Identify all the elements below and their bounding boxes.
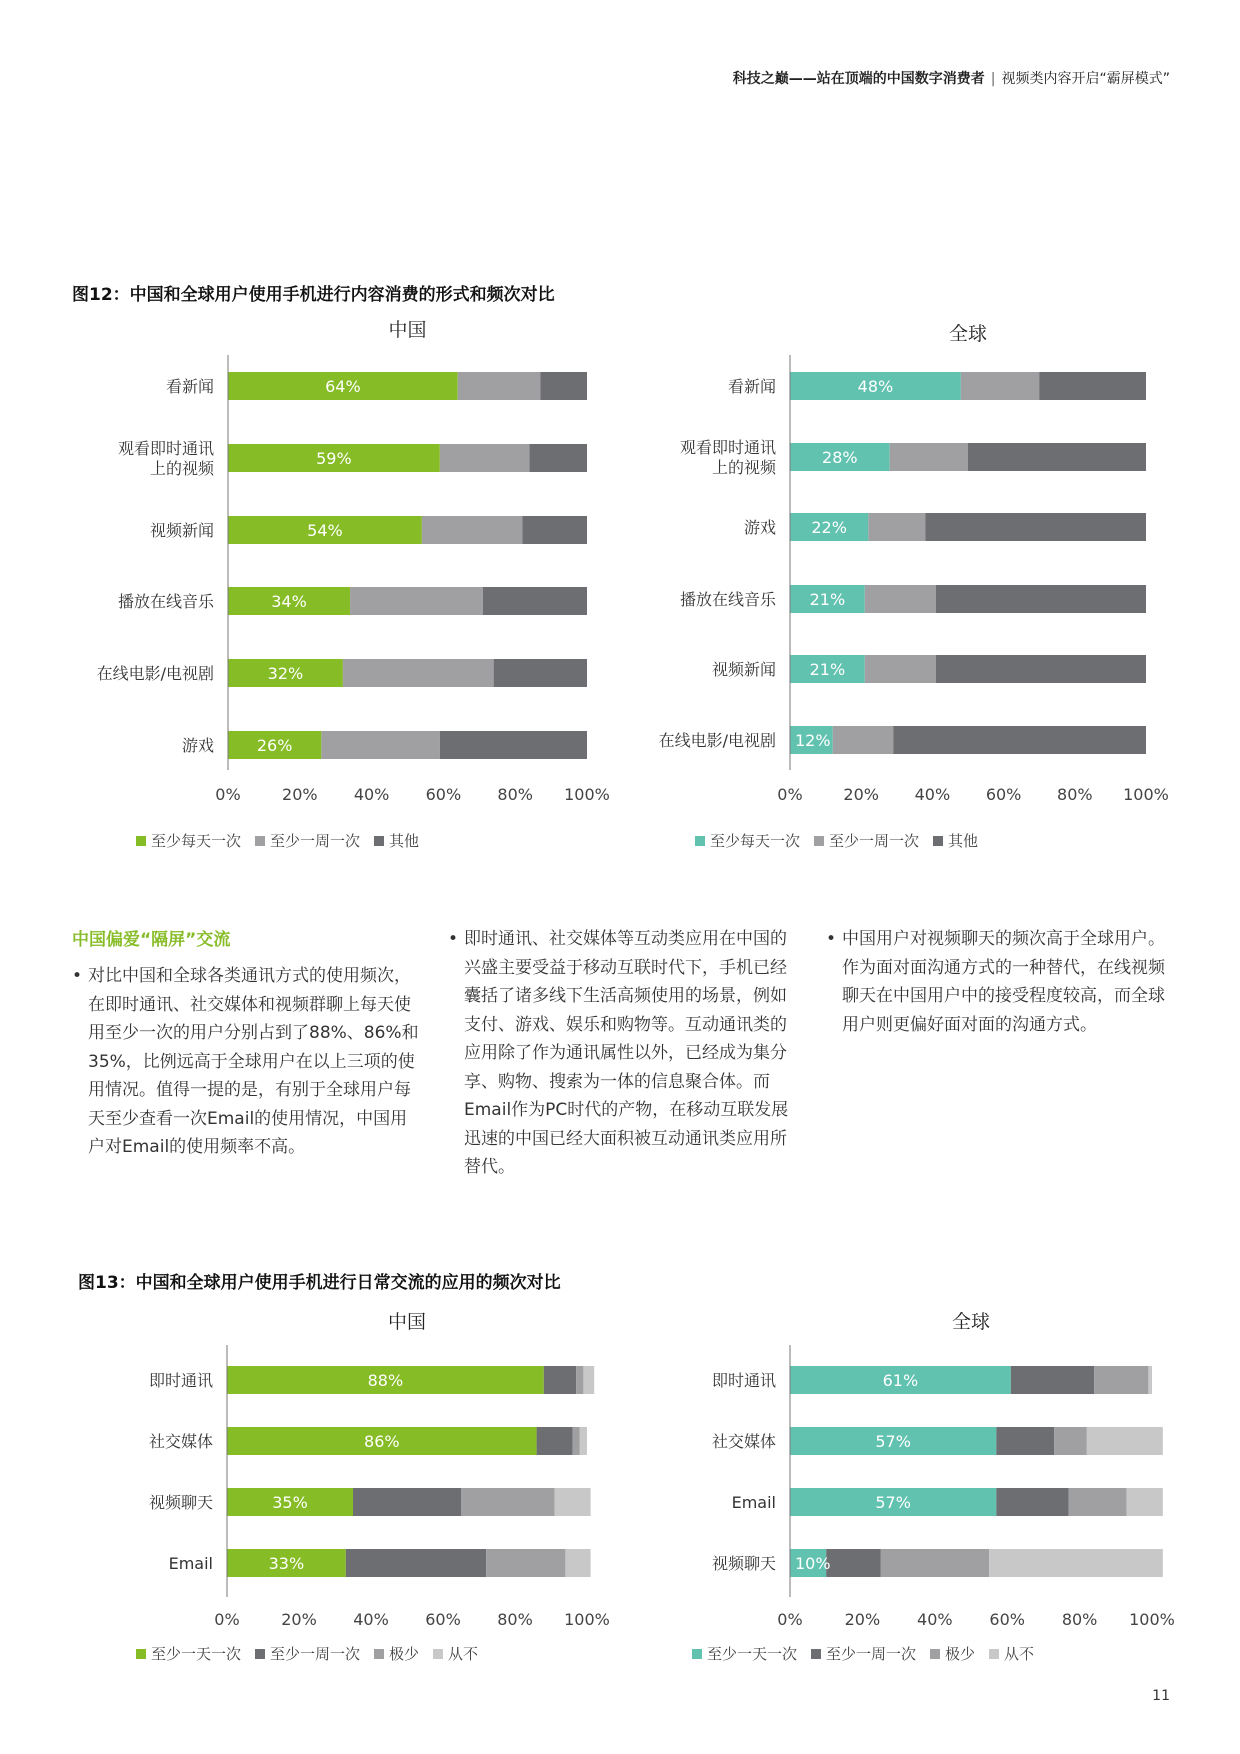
bar-segment <box>936 655 1146 683</box>
page-number: 11 <box>1152 1688 1170 1704</box>
tick-label: 20% <box>844 1610 881 1629</box>
bar-segment <box>353 1488 461 1516</box>
legend-swatch-icon <box>255 836 265 846</box>
category-label: 社交媒体 <box>148 1432 213 1451</box>
category-label: 视频聊天 <box>148 1493 213 1512</box>
category-label: 看新闻 <box>727 377 776 396</box>
bar-segment <box>893 726 1146 754</box>
bar-segment <box>422 516 523 544</box>
tick-label: 60% <box>985 785 1022 804</box>
category-label: 观看即时通讯 <box>679 438 776 457</box>
data-label: 22% <box>811 518 847 537</box>
bar-segment <box>1148 1366 1152 1394</box>
bar-segment <box>576 1366 583 1394</box>
fig13-global-legend <box>692 1643 1034 1664</box>
category-label: 游戏 <box>743 518 776 537</box>
category-label: 视频聊天 <box>711 1554 776 1573</box>
data-label: 35% <box>272 1493 308 1512</box>
bar-segment <box>1094 1366 1148 1394</box>
legend-swatch-icon <box>933 836 943 846</box>
bar-segment <box>458 372 541 400</box>
bar-segment <box>494 659 587 687</box>
bar-segment <box>483 587 587 615</box>
bar-segment <box>440 731 587 759</box>
legend-item <box>433 1643 478 1664</box>
tick-label: 80% <box>1061 1610 1098 1629</box>
chart-title: 中国 <box>387 1311 427 1333</box>
legend-item <box>136 1643 241 1664</box>
bar-segment <box>1039 372 1146 400</box>
tick-label: 0% <box>215 785 241 804</box>
category-label: 即时通讯 <box>711 1371 776 1390</box>
bar-segment <box>1011 1366 1094 1394</box>
bar-segment <box>555 1488 591 1516</box>
legend-swatch-icon <box>374 836 384 846</box>
category-label: 播放在线音乐 <box>679 590 776 609</box>
bullet-paragraph: • 对比中国和全球各类通讯方式的使用频次，在即时通讯、社交媒体和视频群聊上每天使用至少一次的用户分别占到了88%、86%和35%，比例远高于全球用户在以上三项的使用情况。值得一提的是，有别于全球用户每天至少查看一次Email的使用情况，中国用户对Email的使用频率不高。 <box>72 962 422 1162</box>
legend-item <box>695 830 800 851</box>
legend-swatch-icon <box>811 1649 821 1659</box>
bar-segment <box>881 1549 990 1577</box>
bar-segment <box>537 1427 573 1455</box>
legend-item <box>255 1643 360 1664</box>
bar-segment <box>440 444 530 472</box>
legend-label: 极少 <box>945 1645 976 1663</box>
legend-swatch-icon <box>814 836 824 846</box>
text-column-2 <box>448 925 798 1182</box>
legend-label: 至少一周一次 <box>829 832 920 850</box>
fig13-china-legend <box>136 1643 478 1664</box>
bar-segment <box>833 726 894 754</box>
tick-label: 100% <box>1129 1610 1175 1629</box>
tick-label: 60% <box>425 1610 461 1629</box>
bar-segment <box>544 1366 576 1394</box>
category-label: 在线电影/电视剧 <box>658 731 776 750</box>
data-label: 54% <box>307 521 343 540</box>
category-label: 社交媒体 <box>711 1432 776 1451</box>
category-label: Email <box>168 1554 213 1573</box>
data-label: 48% <box>857 377 894 396</box>
legend-label: 其他 <box>389 832 420 850</box>
legend-swatch-icon <box>692 1649 702 1659</box>
tick-label: 60% <box>425 785 462 804</box>
bar-segment <box>996 1427 1054 1455</box>
bar-segment <box>989 1549 1163 1577</box>
figure-12-title: 图12：中国和全球用户使用手机进行内容消费的形式和频次对比 <box>72 285 555 305</box>
legend-item <box>930 1643 975 1664</box>
category-label: Email <box>731 1493 776 1512</box>
bar-segment <box>540 372 587 400</box>
bar-segment <box>522 516 587 544</box>
legend-item <box>136 830 241 851</box>
tick-label: 20% <box>843 785 879 804</box>
tick-label: 60% <box>989 1610 1025 1629</box>
bar-segment <box>573 1427 580 1455</box>
legend-item <box>989 1643 1034 1664</box>
legend-swatch-icon <box>136 1649 146 1659</box>
tick-label: 80% <box>1057 785 1093 804</box>
legend-swatch-icon <box>930 1649 940 1659</box>
bar-segment <box>486 1549 565 1577</box>
legend-item <box>814 830 919 851</box>
category-label: 播放在线音乐 <box>117 592 214 611</box>
legend-item <box>811 1643 916 1664</box>
category-label: 游戏 <box>181 736 214 755</box>
data-label: 28% <box>822 448 858 467</box>
data-label: 88% <box>367 1371 404 1390</box>
header-separator: | <box>990 71 996 87</box>
bar-segment <box>865 655 936 683</box>
legend-item <box>933 830 978 851</box>
bar-segment <box>925 513 1146 541</box>
category-label: 视频新闻 <box>711 660 776 679</box>
legend-label: 至少一周一次 <box>826 1645 917 1663</box>
legend-item <box>255 830 360 851</box>
text-column-3 <box>826 925 1176 1039</box>
data-label: 57% <box>875 1432 911 1451</box>
tick-label: 40% <box>914 785 951 804</box>
data-label: 32% <box>267 664 304 683</box>
bar-segment <box>968 443 1146 471</box>
category-label: 看新闻 <box>165 377 214 396</box>
tick-label: 40% <box>353 785 390 804</box>
category-label: 在线电影/电视剧 <box>96 664 214 683</box>
figure-13-title: 图13：中国和全球用户使用手机进行日常交流的应用的频次对比 <box>78 1273 561 1293</box>
legend-item <box>692 1643 797 1664</box>
data-label: 64% <box>325 377 361 396</box>
legend-label: 至少每天一次 <box>710 832 801 850</box>
bar-segment <box>343 659 494 687</box>
bar-segment <box>936 585 1146 613</box>
section-heading: 中国偏爱“隔屏”交流 <box>72 930 231 950</box>
bar-segment <box>350 587 483 615</box>
tick-label: 100% <box>564 785 610 804</box>
bar-segment <box>996 1488 1068 1516</box>
bar-segment <box>826 1549 880 1577</box>
bar-segment <box>1087 1427 1163 1455</box>
legend-swatch-icon <box>255 1649 265 1659</box>
data-label: 57% <box>875 1493 911 1512</box>
data-label: 10% <box>795 1554 831 1573</box>
header-section-title: 视频类内容开启“霸屏模式” <box>1001 71 1170 87</box>
bar-segment <box>583 1366 594 1394</box>
legend-swatch-icon <box>374 1649 384 1659</box>
tick-label: 0% <box>777 785 803 804</box>
bar-segment <box>868 513 925 541</box>
bar-segment <box>321 731 439 759</box>
legend-label: 至少每天一次 <box>151 832 242 850</box>
text-column-1 <box>72 962 422 1162</box>
bar-segment <box>1069 1488 1127 1516</box>
legend-swatch-icon <box>695 836 705 846</box>
data-label: 33% <box>268 1554 305 1573</box>
legend-item <box>374 1643 419 1664</box>
bullet-paragraph: • 中国用户对视频聊天的频次高于全球用户。作为面对面沟通方式的一种替代，在线视频聊天在中国用户中的接受程度较高，而全球用户则更偏好面对面的沟通方式。 <box>826 925 1176 1039</box>
category-label: 上的视频 <box>149 459 214 478</box>
data-label: 21% <box>809 660 846 679</box>
fig12-global-legend <box>695 830 978 851</box>
bar-segment <box>890 443 968 471</box>
legend-item <box>374 830 419 851</box>
category-label: 视频新闻 <box>149 521 214 540</box>
tick-label: 100% <box>1123 785 1169 804</box>
legend-swatch-icon <box>136 836 146 846</box>
bar-segment <box>580 1427 587 1455</box>
legend-label: 其他 <box>948 832 979 850</box>
bar-segment <box>530 444 587 472</box>
tick-label: 40% <box>917 1610 953 1629</box>
bar-segment <box>1054 1427 1087 1455</box>
bullet-paragraph: • 即时通讯、社交媒体等互动类应用在中国的兴盛主要受益于移动互联时代下，手机已经囊括了诸多线下生活高频使用的场景，例如支付、游戏、娱乐和购物等。互动通讯类的应用除了作为通讯属性以外，已经成为集分享、购物、搜索为一体的信息聚合体。而Email作为PC时代的产物，在移动互联发展迅速的中国已经大面积被互动通讯类应用所替代。 <box>448 925 798 1182</box>
tick-label: 80% <box>497 1610 533 1629</box>
tick-label: 40% <box>353 1610 389 1629</box>
bar-segment <box>461 1488 555 1516</box>
chart-title: 中国 <box>388 319 427 341</box>
legend-label: 从不 <box>448 1645 479 1663</box>
tick-label: 80% <box>497 785 533 804</box>
legend-label: 至少一周一次 <box>270 1645 361 1663</box>
legend-label: 至少一天一次 <box>151 1645 242 1663</box>
chart-title: 全球 <box>951 1311 991 1333</box>
legend-swatch-icon <box>989 1649 999 1659</box>
category-label: 上的视频 <box>711 458 776 477</box>
data-label: 26% <box>256 736 293 755</box>
data-label: 86% <box>364 1432 400 1451</box>
legend-label: 从不 <box>1004 1645 1035 1663</box>
tick-label: 0% <box>214 1610 240 1629</box>
bar-segment <box>346 1549 486 1577</box>
tick-label: 20% <box>282 785 318 804</box>
bar-segment <box>865 585 936 613</box>
bar-segment <box>961 372 1039 400</box>
fig12-china-legend <box>136 830 419 851</box>
chart-title: 全球 <box>948 323 988 345</box>
data-label: 21% <box>809 590 846 609</box>
category-label: 观看即时通讯 <box>117 439 214 458</box>
legend-label: 至少一周一次 <box>270 832 361 850</box>
data-label: 12% <box>795 731 831 750</box>
legend-swatch-icon <box>433 1649 443 1659</box>
tick-label: 100% <box>564 1610 610 1629</box>
header-report-title: 科技之巅——站在顶端的中国数字消费者 <box>732 71 985 87</box>
tick-label: 0% <box>777 1610 803 1629</box>
legend-label: 至少一天一次 <box>707 1645 798 1663</box>
bar-segment <box>1127 1488 1163 1516</box>
data-label: 59% <box>316 449 352 468</box>
data-label: 34% <box>271 592 307 611</box>
legend-label: 极少 <box>389 1645 420 1663</box>
data-label: 61% <box>882 1371 919 1390</box>
tick-label: 20% <box>281 1610 317 1629</box>
category-label: 即时通讯 <box>148 1371 213 1390</box>
bar-segment <box>565 1549 590 1577</box>
